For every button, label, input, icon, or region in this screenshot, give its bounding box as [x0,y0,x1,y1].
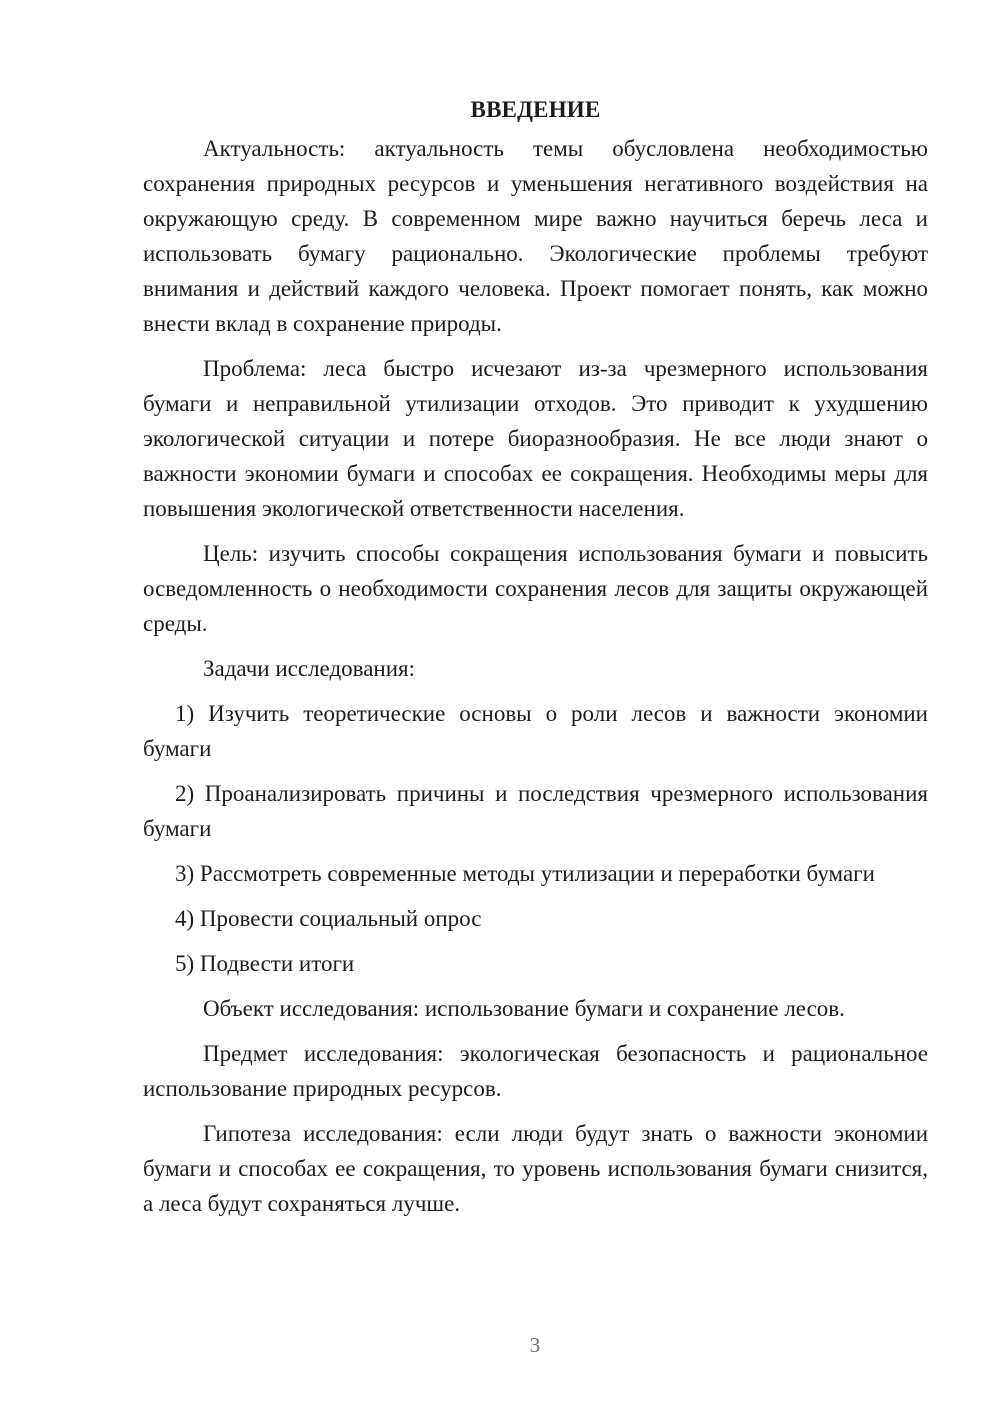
page-content [143,92,928,1231]
problem-paragraph: Проблема: леса быстро исчезают из-за чрезмерного использования бумаги и неправильной утилизации отходов. Это приводит к ухудшению экологической ситуации и потере биоразнообразия. Не все люди знают о важности экономии бумаги и способах ее сокращения. Необходимы меры для повышения экологической ответственности населения. [143,356,928,521]
object-paragraph: Объект исследования: использование бумаги и сохранение лесов. [203,996,845,1021]
task-item: 2) Проанализировать причины и последствия чрезмерного использования бумаги [143,781,928,841]
tasks-title: Задачи исследования: [203,656,416,681]
tasks-list [143,696,928,981]
goal-paragraph: Цель: изучить способы сокращения использования бумаги и повысить осведомленность о необходимости сохранения лесов для защиты окружающей среды. [143,541,928,636]
task-item: 4) Провести социальный опрос [175,906,482,931]
task-item: 3) Рассмотреть современные методы утилизации и переработки бумаги [175,861,875,886]
subject-paragraph: Предмет исследования: экологическая безопасность и рациональное использование природных ресурсов. [143,1041,928,1101]
relevance-paragraph: Актуальность: актуальность темы обусловлена необходимостью сохранения природных ресурсов и уменьшения негативного воздействия на окружающую среду. В современном мире важно научиться беречь леса и использовать бумагу рационально. Экологические проблемы требуют внимания и действий каждого человека. Проект помогает понять, как можно внести вклад в сохранение природы. [143,136,928,336]
section-heading: ВВЕДЕНИЕ [470,97,601,122]
task-item: 1) Изучить теоретические основы о роли лесов и важности экономии бумаги [143,701,928,761]
hypothesis-paragraph: Гипотеза исследования: если люди будут знать о важности экономии бумаги и способах ее сокращения, то уровень использования бумаги снизится, а леса будут сохраняться лучше. [143,1121,928,1216]
page-number: 3 [529,1333,541,1357]
task-item: 5) Подвести итоги [175,951,355,976]
